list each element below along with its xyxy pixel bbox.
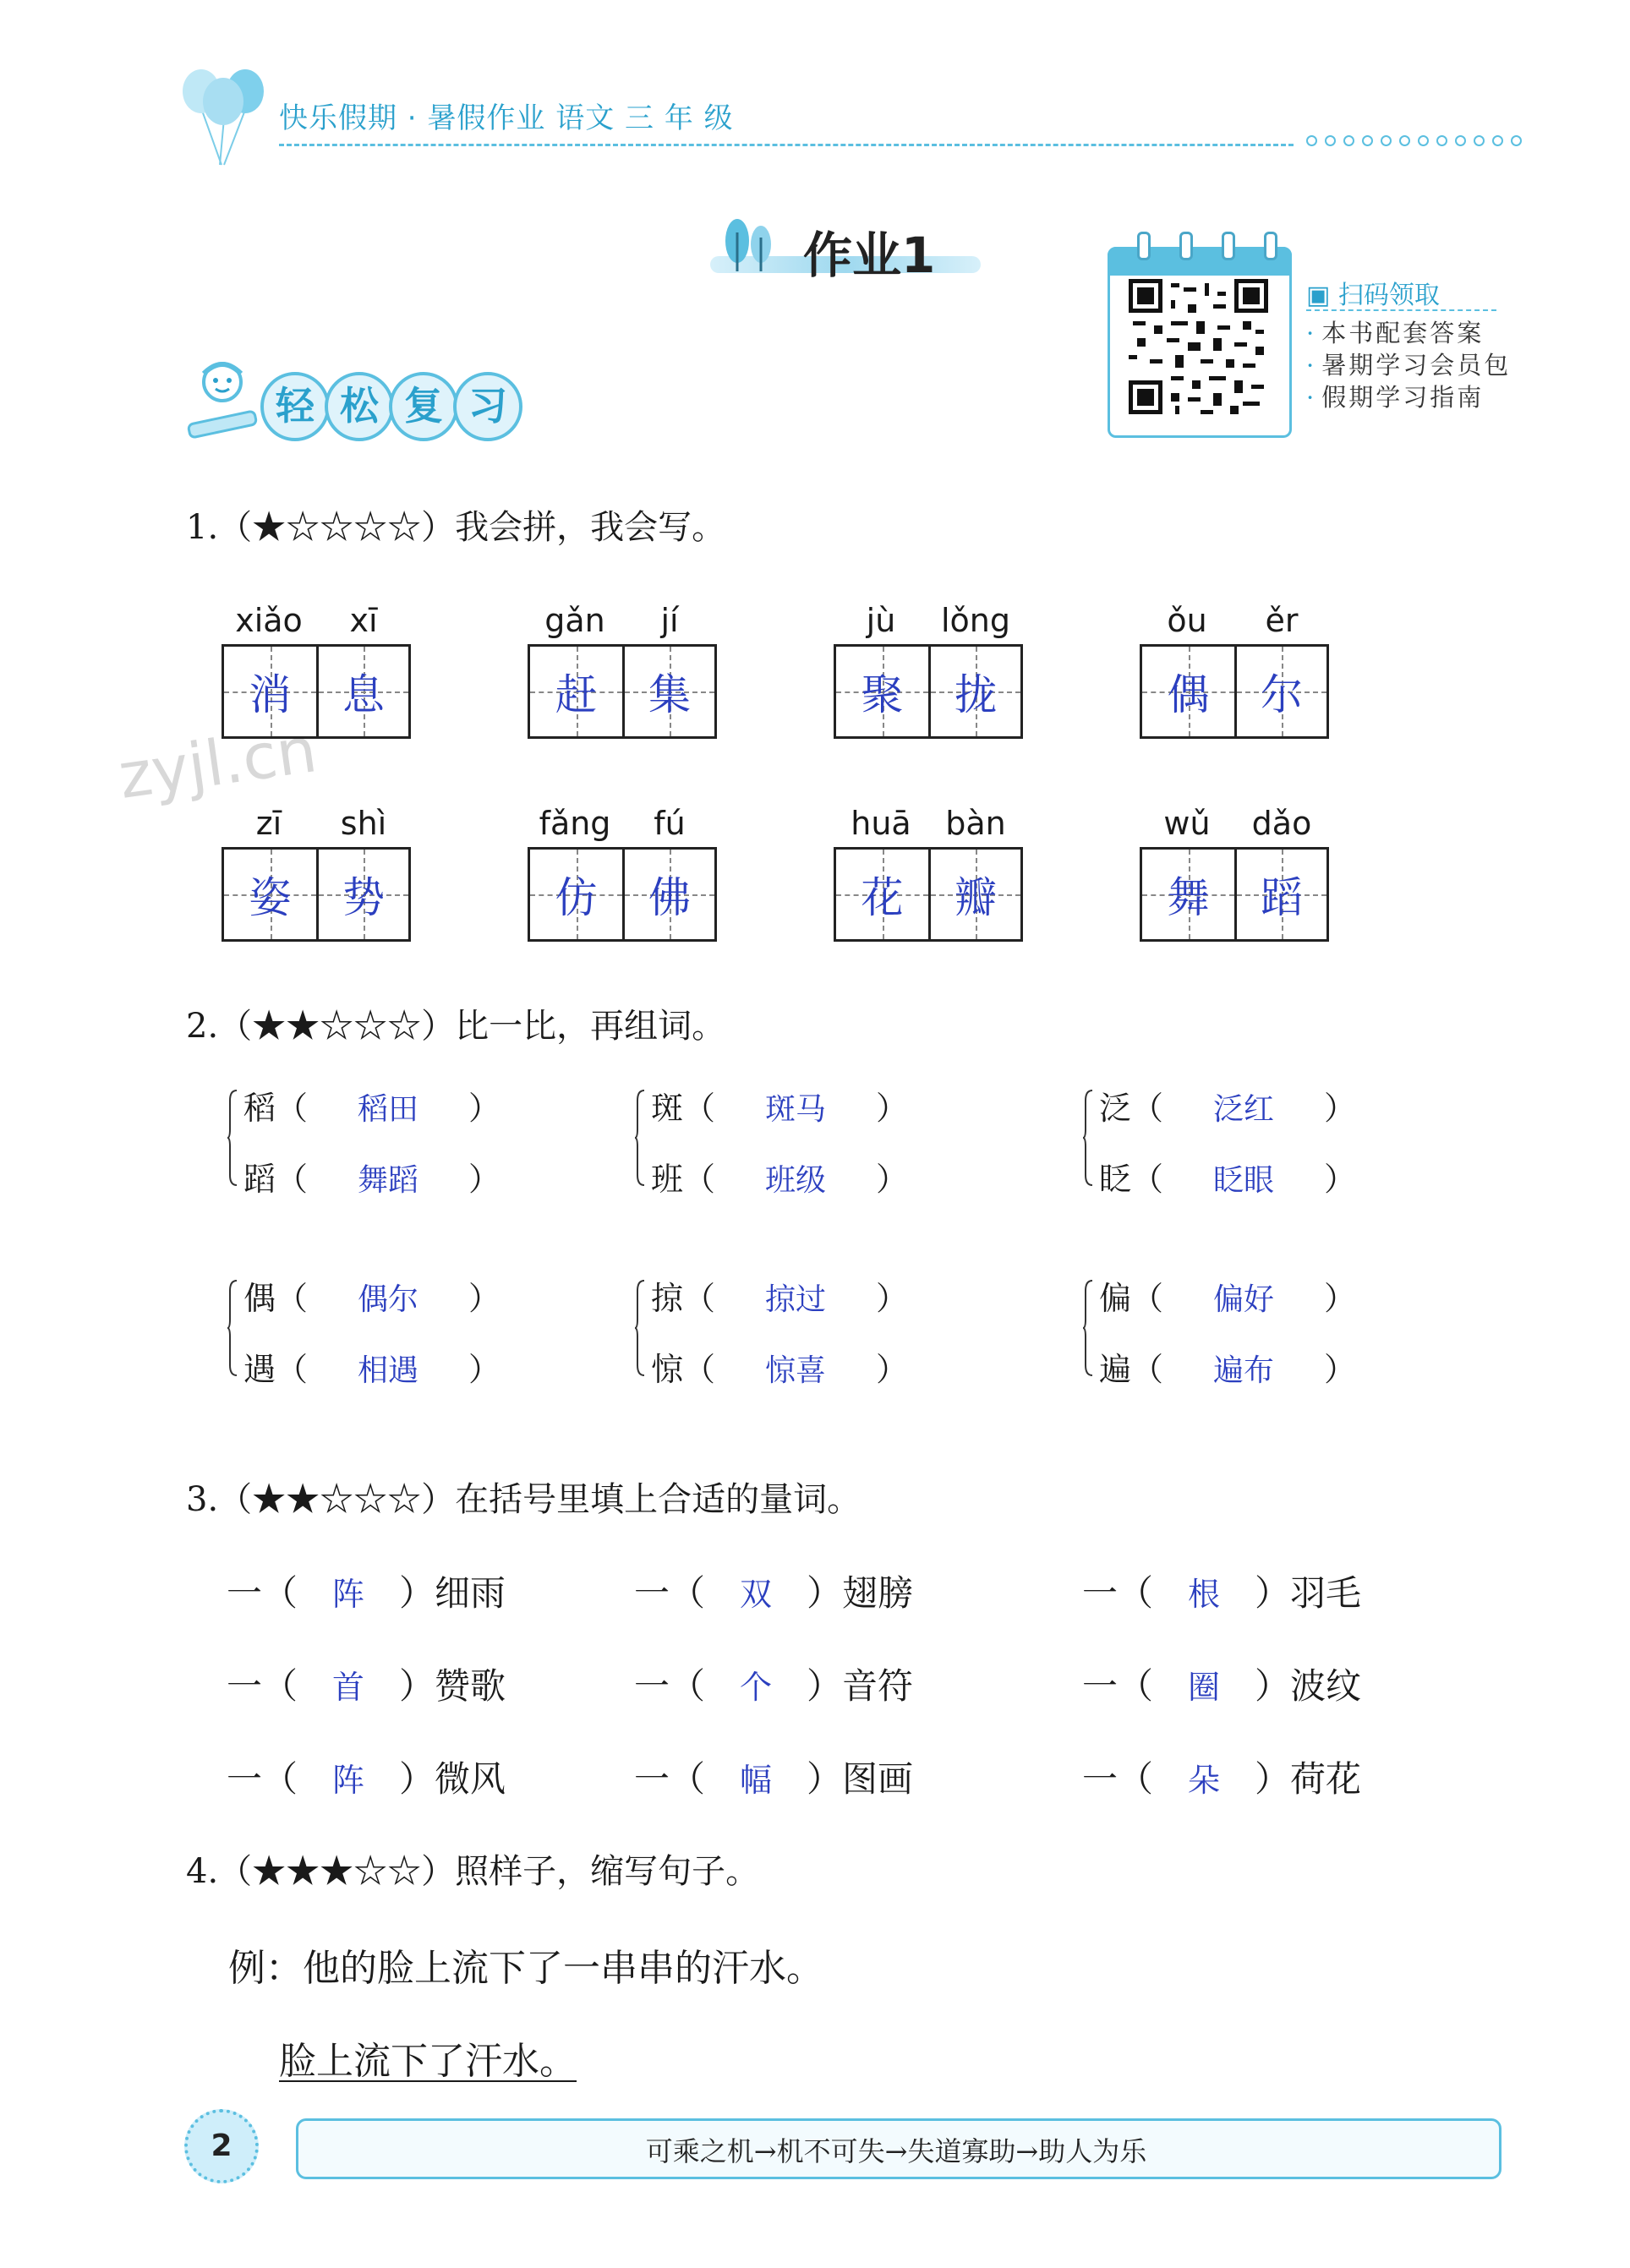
writing-grid [834, 847, 1023, 942]
pinyin-label: fú [654, 805, 686, 842]
pinyin-word-box [222, 805, 411, 942]
brace-icon [227, 1279, 238, 1377]
noun: 羽毛 [1290, 1572, 1362, 1614]
writing-grid [1140, 644, 1329, 739]
answer-word[interactable]: 泛红 [1213, 1092, 1275, 1127]
answer-character: 仿 [555, 873, 598, 922]
answer-measure-word[interactable]: 阵 [332, 1762, 365, 1799]
measure-word-item: 一（ 双 ）翅膀 [634, 1566, 913, 1616]
compare-char: 偶 [243, 1280, 276, 1317]
balloon-icon [178, 59, 271, 169]
page-title-block [710, 216, 981, 283]
writing-cell[interactable] [1234, 647, 1326, 736]
measure-word-item: 一（ 个 ）音符 [634, 1659, 913, 1709]
answer-character: 舞 [1167, 873, 1210, 922]
compare-row: 掠（ 掠过 ） [651, 1272, 908, 1319]
compare-char: 惊 [651, 1351, 684, 1388]
pinyin-label: ǒu [1167, 602, 1207, 639]
brace-icon [634, 1089, 646, 1187]
brace-icon [1082, 1279, 1094, 1377]
writing-grid [222, 644, 411, 739]
measure-word-item: 一（ 首 ）赞歌 [227, 1659, 506, 1709]
header-title: 快乐假期 · 暑假作业 语文 三 年 级 [279, 101, 734, 135]
qr-code[interactable] [1129, 279, 1268, 414]
measure-word-item: 一（ 朵 ）荷花 [1082, 1752, 1361, 1802]
pinyin-label: fǎng [539, 805, 611, 842]
writing-cell[interactable] [1142, 850, 1234, 939]
pinyin-label: bàn [945, 805, 1006, 842]
compare-char: 遇 [243, 1351, 276, 1388]
answer-measure-word[interactable]: 圈 [1188, 1669, 1221, 1706]
answer-character: 瓣 [954, 873, 997, 922]
answer-character: 姿 [249, 873, 292, 922]
compare-row: 遇（ 相遇 ） [243, 1343, 500, 1390]
answer-measure-word[interactable]: 首 [332, 1669, 365, 1706]
pinyin-word-box [528, 602, 717, 739]
compare-row: 惊（ 惊喜 ） [651, 1343, 908, 1390]
pinyin-word-box [1140, 805, 1329, 942]
answer-character: 势 [342, 873, 385, 922]
qr-item: · 本书配套答案 [1306, 319, 1485, 347]
answer-word[interactable]: 偏好 [1213, 1282, 1275, 1317]
measure-word-item: 一（ 根 ）羽毛 [1082, 1566, 1361, 1616]
writing-cell[interactable] [836, 647, 928, 736]
noun: 音符 [842, 1665, 914, 1707]
answer-word[interactable]: 稻田 [358, 1092, 419, 1127]
answer-character: 偶 [1167, 670, 1210, 719]
compare-row: 偏（ 偏好 ） [1099, 1272, 1356, 1319]
compare-pair [1082, 1272, 1437, 1388]
answer-character: 拢 [954, 670, 997, 719]
answer-character: 佛 [648, 873, 691, 922]
answer-character: 消 [249, 670, 292, 719]
noun: 赞歌 [435, 1665, 506, 1707]
writing-cell[interactable] [622, 647, 714, 736]
tree-icon [720, 216, 788, 275]
answer-word[interactable]: 舞蹈 [358, 1163, 419, 1198]
page-number: 2 [184, 2109, 259, 2183]
qr-item: · 假期学习指南 [1306, 383, 1485, 412]
pinyin-label: gǎn [544, 602, 605, 639]
writing-cell[interactable] [836, 850, 928, 939]
writing-cell[interactable] [622, 850, 714, 939]
qr-item: · 暑期学习会员包 [1306, 351, 1512, 380]
answer-word[interactable]: 偶尔 [358, 1282, 419, 1317]
compare-row: 蹈（ 舞蹈 ） [243, 1153, 500, 1200]
writing-grid [528, 847, 717, 942]
pinyin-word-box [222, 602, 411, 739]
writing-grid [834, 644, 1023, 739]
compare-char: 斑 [651, 1090, 684, 1127]
pinyin-label: dǎo [1251, 805, 1312, 842]
answer-word[interactable]: 班级 [765, 1163, 827, 1198]
qr-ring [1137, 232, 1151, 260]
writing-grid [1140, 847, 1329, 942]
example-sentence: 例：他的脸上流下了一串串的汗水。 [228, 1947, 823, 1990]
pinyin-label: jí [660, 602, 679, 639]
writing-cell[interactable] [928, 850, 1020, 939]
pinyin-label: zī [255, 805, 282, 842]
scan-icon: ▣ [1306, 281, 1338, 310]
measure-word-item: 一（ 阵 ）细雨 [227, 1566, 506, 1616]
answer-character: 集 [648, 670, 691, 719]
question-3-label: 3.（★★☆☆☆）在括号里填上合适的量词。 [186, 1480, 861, 1519]
question-2-label: 2.（★★☆☆☆）比一比，再组词。 [186, 1007, 726, 1046]
answer-character: 花 [861, 873, 904, 922]
writing-cell[interactable] [316, 647, 408, 736]
header-dots [1306, 135, 1522, 146]
writing-cell[interactable] [928, 647, 1020, 736]
answer-word[interactable]: 遍布 [1213, 1353, 1275, 1388]
noun: 微风 [435, 1758, 506, 1800]
pinyin-word-box [834, 602, 1023, 739]
compare-char: 班 [651, 1161, 684, 1198]
writing-cell[interactable] [1142, 647, 1234, 736]
writing-cell[interactable] [530, 647, 622, 736]
writing-cell[interactable] [224, 647, 316, 736]
writing-cell[interactable] [1234, 850, 1326, 939]
compare-char: 遍 [1099, 1351, 1132, 1388]
qr-ring [1264, 232, 1277, 260]
answer-character: 尔 [1261, 670, 1303, 719]
compare-char: 偏 [1099, 1280, 1132, 1317]
qr-ring [1222, 232, 1235, 260]
pinyin-label: xiǎo [235, 602, 303, 639]
brace-icon [227, 1089, 238, 1187]
compare-pair [227, 1272, 582, 1388]
qr-ring [1179, 232, 1193, 260]
pinyin-label: wǔ [1163, 805, 1211, 842]
brace-icon [634, 1279, 646, 1377]
watermark: zyjl.cn [114, 713, 321, 813]
kid-on-pencil-icon [182, 355, 262, 444]
compare-pair [1082, 1082, 1437, 1198]
noun: 细雨 [435, 1572, 506, 1614]
pinyin-label: jù [866, 602, 896, 639]
compare-row: 稻（ 稻田 ） [243, 1082, 500, 1129]
section-title: 轻 松 复 习 [260, 372, 517, 443]
pinyin-word-box [834, 805, 1023, 942]
page-title: 作业1 [803, 227, 936, 284]
footer-motto: 可乘之机→机不可失→失道寡助→助人为乐 [645, 2135, 1147, 2167]
measure-word-item: 一（ 阵 ）微风 [227, 1752, 506, 1802]
answer-character: 蹈 [1261, 873, 1303, 922]
answer-character: 聚 [861, 670, 904, 719]
answer-sentence[interactable]: 脸上流下了汗水。 [279, 2040, 577, 2083]
pinyin-label: lǒng [940, 602, 1010, 639]
pinyin-word-box [528, 805, 717, 942]
pinyin-label: huā [851, 805, 911, 842]
answer-word[interactable]: 斑马 [765, 1092, 827, 1127]
answer-measure-word[interactable]: 个 [740, 1669, 773, 1706]
brace-icon [1082, 1089, 1094, 1187]
compare-char: 掠 [651, 1280, 684, 1317]
qr-scan-divider [1306, 309, 1496, 311]
compare-row: 眨（ 眨眼 ） [1099, 1153, 1356, 1200]
compare-row: 班（ 班级 ） [651, 1153, 908, 1200]
answer-word[interactable]: 相遇 [358, 1353, 419, 1388]
answer-word[interactable]: 惊喜 [765, 1353, 827, 1388]
qr-scan-label: ▣ 扫码领取 [1306, 281, 1440, 310]
compare-pair [634, 1082, 989, 1198]
noun: 翅膀 [842, 1572, 914, 1614]
question-4-label: 4.（★★★☆☆）照样子，缩写句子。 [186, 1852, 760, 1891]
compare-pair [227, 1082, 582, 1198]
answer-measure-word[interactable]: 朵 [1188, 1762, 1221, 1799]
answer-measure-word[interactable]: 幅 [740, 1762, 773, 1799]
question-1-label: 1.（★☆☆☆☆）我会拼，我会写。 [186, 508, 726, 547]
writing-cell[interactable] [530, 850, 622, 939]
answer-measure-word[interactable]: 根 [1188, 1576, 1221, 1613]
compare-row: 斑（ 斑马 ） [651, 1082, 908, 1129]
answer-word[interactable]: 掠过 [765, 1282, 827, 1317]
pinyin-label: xī [349, 602, 378, 639]
compare-pair [634, 1272, 989, 1388]
measure-word-item: 一（ 圈 ）波纹 [1082, 1659, 1361, 1709]
compare-char: 稻 [243, 1090, 276, 1127]
pinyin-label: ěr [1265, 602, 1299, 639]
compare-char: 蹈 [243, 1161, 276, 1198]
writing-grid [528, 644, 717, 739]
writing-cell[interactable] [224, 850, 316, 939]
compare-row: 偶（ 偶尔 ） [243, 1272, 500, 1319]
pinyin-word-box [1140, 602, 1329, 739]
compare-row: 遍（ 遍布 ） [1099, 1343, 1356, 1390]
compare-char: 泛 [1099, 1090, 1132, 1127]
answer-measure-word[interactable]: 阵 [332, 1576, 365, 1613]
answer-character: 息 [342, 670, 385, 719]
compare-char: 眨 [1099, 1161, 1132, 1198]
header-divider [279, 144, 1294, 146]
pinyin-label: shì [340, 805, 387, 842]
noun: 荷花 [1290, 1758, 1362, 1800]
answer-measure-word[interactable]: 双 [740, 1576, 773, 1613]
writing-cell[interactable] [316, 850, 408, 939]
compare-row: 泛（ 泛红 ） [1099, 1082, 1356, 1129]
writing-grid [222, 847, 411, 942]
measure-word-item: 一（ 幅 ）图画 [634, 1752, 913, 1802]
answer-word[interactable]: 眨眼 [1213, 1163, 1275, 1198]
answer-character: 赶 [555, 670, 598, 719]
noun: 图画 [842, 1758, 914, 1800]
noun: 波纹 [1290, 1665, 1362, 1707]
